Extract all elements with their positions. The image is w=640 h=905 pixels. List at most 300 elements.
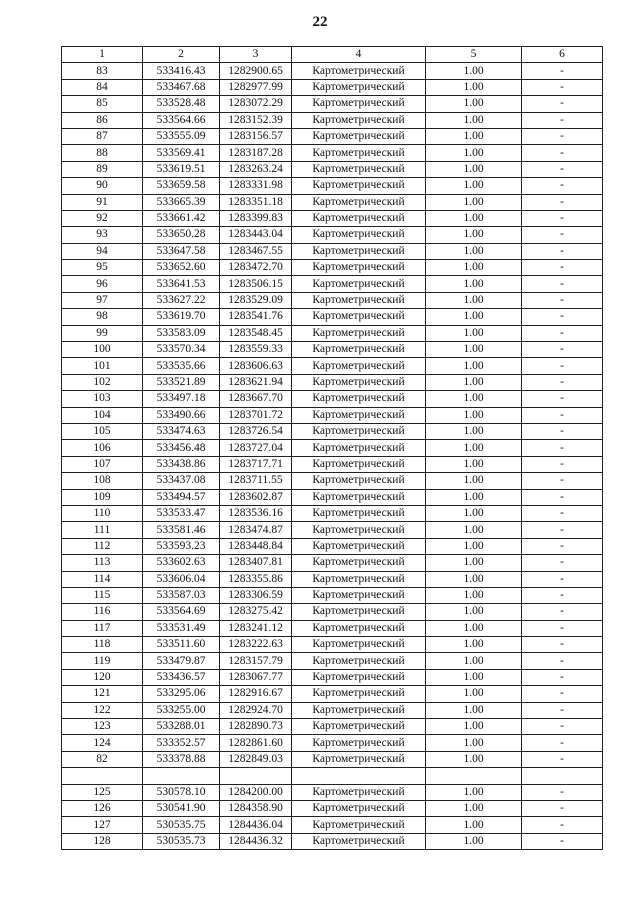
y-coordinate-cell: 1283157.79 <box>220 653 292 669</box>
table-row <box>62 505 603 521</box>
y-coordinate-cell: 1283331.98 <box>220 178 292 194</box>
table-row <box>62 751 603 767</box>
method-cell: Картометрический <box>292 669 426 685</box>
table-row <box>62 276 603 292</box>
y-coordinate-cell: 1283667.70 <box>220 391 292 407</box>
point-number-cell: 97 <box>62 292 143 308</box>
note-cell: - <box>522 571 603 587</box>
table-row <box>62 768 603 784</box>
y-coordinate-cell: 1284436.04 <box>220 817 292 833</box>
y-coordinate-cell: 1282977.99 <box>220 79 292 95</box>
note-cell: - <box>522 587 603 603</box>
y-coordinate-cell: 1283241.12 <box>220 620 292 636</box>
point-number-cell: 89 <box>62 161 143 177</box>
point-number-cell: 114 <box>62 571 143 587</box>
y-coordinate-cell: 1283474.87 <box>220 522 292 538</box>
table-row <box>62 735 603 751</box>
accuracy-cell: 1.00 <box>426 719 522 735</box>
accuracy-cell: 1.00 <box>426 96 522 112</box>
method-cell: Картометрический <box>292 571 426 587</box>
note-cell: - <box>522 161 603 177</box>
y-coordinate-cell: 1282924.70 <box>220 702 292 718</box>
note-cell: - <box>522 79 603 95</box>
table-row <box>62 194 603 210</box>
table-row <box>62 342 603 358</box>
table-row <box>62 227 603 243</box>
point-number-cell: 124 <box>62 735 143 751</box>
note-cell: - <box>522 456 603 472</box>
y-coordinate-cell: 1283701.72 <box>220 407 292 423</box>
point-number-cell: 87 <box>62 128 143 144</box>
point-number-cell: 119 <box>62 653 143 669</box>
y-coordinate-cell: 1283602.87 <box>220 489 292 505</box>
note-cell: - <box>522 145 603 161</box>
point-number-cell: 83 <box>62 63 143 79</box>
note-cell: - <box>522 637 603 653</box>
point-number-cell: 106 <box>62 440 143 456</box>
point-number-cell: 125 <box>62 784 143 800</box>
y-coordinate-cell: 1283407.81 <box>220 555 292 571</box>
method-cell: Картометрический <box>292 260 426 276</box>
x-coordinate-cell: 533641.53 <box>143 276 220 292</box>
table-row <box>62 587 603 603</box>
column-header: 2 <box>143 47 220 63</box>
y-coordinate-cell: 1283548.45 <box>220 325 292 341</box>
accuracy-cell: 1.00 <box>426 112 522 128</box>
note-cell: - <box>522 702 603 718</box>
accuracy-cell: 1.00 <box>426 669 522 685</box>
y-coordinate-cell: 1283072.29 <box>220 96 292 112</box>
accuracy-cell: 1.00 <box>426 620 522 636</box>
point-number-cell: 91 <box>62 194 143 210</box>
table-row <box>62 637 603 653</box>
note-cell: - <box>522 686 603 702</box>
accuracy-cell: 1.00 <box>426 784 522 800</box>
y-coordinate-cell: 1283067.77 <box>220 669 292 685</box>
note-cell: - <box>522 505 603 521</box>
accuracy-cell: 1.00 <box>426 751 522 767</box>
point-number-cell: 100 <box>62 342 143 358</box>
accuracy-cell: 1.00 <box>426 391 522 407</box>
method-cell: Картометрический <box>292 538 426 554</box>
method-cell: Картометрический <box>292 702 426 718</box>
accuracy-cell: 1.00 <box>426 63 522 79</box>
x-coordinate-cell: 533564.69 <box>143 604 220 620</box>
y-coordinate-cell: 1283275.42 <box>220 604 292 620</box>
y-coordinate-cell: 1283263.24 <box>220 161 292 177</box>
method-cell: Картометрический <box>292 719 426 735</box>
table-row <box>62 391 603 407</box>
point-number-cell: 122 <box>62 702 143 718</box>
table-row <box>62 128 603 144</box>
accuracy-cell: 1.00 <box>426 79 522 95</box>
table-row <box>62 243 603 259</box>
accuracy-cell <box>426 768 522 784</box>
note-cell: - <box>522 522 603 538</box>
x-coordinate-cell: 533438.86 <box>143 456 220 472</box>
method-cell: Картометрический <box>292 473 426 489</box>
method-cell: Картометрический <box>292 637 426 653</box>
x-coordinate-cell: 533570.34 <box>143 342 220 358</box>
method-cell: Картометрический <box>292 686 426 702</box>
method-cell: Картометрический <box>292 620 426 636</box>
column-header: 6 <box>522 47 603 63</box>
y-coordinate-cell: 1283541.76 <box>220 309 292 325</box>
method-cell: Картометрический <box>292 489 426 505</box>
point-number-cell: 111 <box>62 522 143 538</box>
y-coordinate-cell: 1283467.55 <box>220 243 292 259</box>
method-cell: Картометрический <box>292 817 426 833</box>
x-coordinate-cell: 533497.18 <box>143 391 220 407</box>
method-cell: Картометрический <box>292 79 426 95</box>
accuracy-cell: 1.00 <box>426 555 522 571</box>
note-cell: - <box>522 669 603 685</box>
accuracy-cell: 1.00 <box>426 243 522 259</box>
point-number-cell: 94 <box>62 243 143 259</box>
method-cell: Картометрический <box>292 325 426 341</box>
method-cell: Картометрический <box>292 735 426 751</box>
y-coordinate-cell: 1283351.18 <box>220 194 292 210</box>
table-row <box>62 374 603 390</box>
point-number-cell: 116 <box>62 604 143 620</box>
x-coordinate-cell: 533511.60 <box>143 637 220 653</box>
table-row <box>62 571 603 587</box>
method-cell: Картометрический <box>292 178 426 194</box>
x-coordinate-cell: 530541.90 <box>143 800 220 816</box>
note-cell: - <box>522 260 603 276</box>
x-coordinate-cell: 533602.63 <box>143 555 220 571</box>
accuracy-cell: 1.00 <box>426 276 522 292</box>
point-number-cell: 128 <box>62 833 143 849</box>
x-coordinate-cell: 533494.57 <box>143 489 220 505</box>
note-cell: - <box>522 620 603 636</box>
note-cell: - <box>522 325 603 341</box>
y-coordinate-cell: 1282849.03 <box>220 751 292 767</box>
y-coordinate-cell: 1283529.09 <box>220 292 292 308</box>
x-coordinate-cell: 533535.66 <box>143 358 220 374</box>
table-row <box>62 79 603 95</box>
y-coordinate-cell: 1283559.33 <box>220 342 292 358</box>
y-coordinate-cell: 1283472.70 <box>220 260 292 276</box>
table-row <box>62 63 603 79</box>
table-row <box>62 440 603 456</box>
table-row <box>62 145 603 161</box>
note-cell: - <box>522 374 603 390</box>
point-number-cell: 126 <box>62 800 143 816</box>
x-coordinate-cell: 533288.01 <box>143 719 220 735</box>
method-cell: Картометрический <box>292 210 426 226</box>
note-cell: - <box>522 342 603 358</box>
x-coordinate-cell: 533528.48 <box>143 96 220 112</box>
method-cell: Картометрический <box>292 555 426 571</box>
column-header: 5 <box>426 47 522 63</box>
accuracy-cell: 1.00 <box>426 227 522 243</box>
table-row <box>62 702 603 718</box>
y-coordinate-cell: 1283606.63 <box>220 358 292 374</box>
point-number-cell: 110 <box>62 505 143 521</box>
point-number-cell: 118 <box>62 637 143 653</box>
x-coordinate-cell: 533437.08 <box>143 473 220 489</box>
point-number-cell: 104 <box>62 407 143 423</box>
table-row <box>62 489 603 505</box>
note-cell: - <box>522 178 603 194</box>
table-row <box>62 456 603 472</box>
table-body <box>62 63 603 850</box>
method-cell: Картометрический <box>292 800 426 816</box>
point-number-cell: 86 <box>62 112 143 128</box>
column-header: 1 <box>62 47 143 63</box>
x-coordinate-cell: 533665.39 <box>143 194 220 210</box>
method-cell: Картометрический <box>292 456 426 472</box>
y-coordinate-cell: 1283443.04 <box>220 227 292 243</box>
x-coordinate-cell: 533647.58 <box>143 243 220 259</box>
x-coordinate-cell: 530578.10 <box>143 784 220 800</box>
accuracy-cell: 1.00 <box>426 456 522 472</box>
y-coordinate-cell: 1283506.15 <box>220 276 292 292</box>
point-number-cell: 112 <box>62 538 143 554</box>
accuracy-cell: 1.00 <box>426 128 522 144</box>
x-coordinate-cell: 533650.28 <box>143 227 220 243</box>
point-number-cell: 98 <box>62 309 143 325</box>
method-cell: Картометрический <box>292 63 426 79</box>
y-coordinate-cell: 1282916.67 <box>220 686 292 702</box>
accuracy-cell: 1.00 <box>426 833 522 849</box>
x-coordinate-cell: 533295.06 <box>143 686 220 702</box>
accuracy-cell: 1.00 <box>426 735 522 751</box>
x-coordinate-cell: 533619.70 <box>143 309 220 325</box>
y-coordinate-cell: 1282861.60 <box>220 735 292 751</box>
point-number-cell: 103 <box>62 391 143 407</box>
table-row <box>62 178 603 194</box>
table-row <box>62 112 603 128</box>
x-coordinate-cell: 530535.75 <box>143 817 220 833</box>
y-coordinate-cell: 1283448.84 <box>220 538 292 554</box>
y-coordinate-cell: 1283727.04 <box>220 440 292 456</box>
table-row <box>62 325 603 341</box>
y-coordinate-cell: 1284200.00 <box>220 784 292 800</box>
x-coordinate-cell: 533606.04 <box>143 571 220 587</box>
x-coordinate-cell: 533533.47 <box>143 505 220 521</box>
point-number-cell <box>62 768 143 784</box>
note-cell: - <box>522 63 603 79</box>
y-coordinate-cell: 1283399.83 <box>220 210 292 226</box>
x-coordinate-cell: 533659.58 <box>143 178 220 194</box>
x-coordinate-cell: 533564.66 <box>143 112 220 128</box>
accuracy-cell: 1.00 <box>426 178 522 194</box>
accuracy-cell: 1.00 <box>426 702 522 718</box>
note-cell: - <box>522 817 603 833</box>
note-cell: - <box>522 800 603 816</box>
y-coordinate-cell: 1283621.94 <box>220 374 292 390</box>
accuracy-cell: 1.00 <box>426 407 522 423</box>
accuracy-cell: 1.00 <box>426 145 522 161</box>
x-coordinate-cell: 533593.23 <box>143 538 220 554</box>
x-coordinate-cell: 533555.09 <box>143 128 220 144</box>
point-number-cell: 101 <box>62 358 143 374</box>
accuracy-cell: 1.00 <box>426 653 522 669</box>
point-number-cell: 109 <box>62 489 143 505</box>
table-row <box>62 309 603 325</box>
note-cell: - <box>522 96 603 112</box>
point-number-cell: 123 <box>62 719 143 735</box>
table-row <box>62 407 603 423</box>
method-cell: Картометрический <box>292 784 426 800</box>
method-cell: Картометрический <box>292 587 426 603</box>
table-row <box>62 719 603 735</box>
y-coordinate-cell: 1283536.16 <box>220 505 292 521</box>
x-coordinate-cell: 533521.89 <box>143 374 220 390</box>
accuracy-cell: 1.00 <box>426 260 522 276</box>
method-cell: Картометрический <box>292 358 426 374</box>
x-coordinate-cell: 533479.87 <box>143 653 220 669</box>
point-number-cell: 127 <box>62 817 143 833</box>
method-cell: Картометрический <box>292 145 426 161</box>
x-coordinate-cell: 533255.00 <box>143 702 220 718</box>
note-cell: - <box>522 276 603 292</box>
x-coordinate-cell: 533619.51 <box>143 161 220 177</box>
note-cell: - <box>522 112 603 128</box>
y-coordinate-cell <box>220 768 292 784</box>
method-cell: Картометрический <box>292 391 426 407</box>
method-cell: Картометрический <box>292 112 426 128</box>
table-row <box>62 653 603 669</box>
table-row <box>62 800 603 816</box>
x-coordinate-cell: 533378.88 <box>143 751 220 767</box>
note-cell: - <box>522 735 603 751</box>
point-number-cell: 121 <box>62 686 143 702</box>
method-cell: Картометрический <box>292 96 426 112</box>
coordinates-table <box>61 46 603 850</box>
point-number-cell: 120 <box>62 669 143 685</box>
method-cell: Картометрический <box>292 407 426 423</box>
note-cell: - <box>522 358 603 374</box>
point-number-cell: 88 <box>62 145 143 161</box>
table-row <box>62 423 603 439</box>
method-cell: Картометрический <box>292 276 426 292</box>
table-row <box>62 604 603 620</box>
accuracy-cell: 1.00 <box>426 571 522 587</box>
accuracy-cell: 1.00 <box>426 440 522 456</box>
y-coordinate-cell: 1283711.55 <box>220 473 292 489</box>
method-cell: Картометрический <box>292 227 426 243</box>
x-coordinate-cell: 533587.03 <box>143 587 220 603</box>
y-coordinate-cell: 1282900.65 <box>220 63 292 79</box>
accuracy-cell: 1.00 <box>426 637 522 653</box>
note-cell: - <box>522 194 603 210</box>
note-cell: - <box>522 473 603 489</box>
note-cell: - <box>522 407 603 423</box>
x-coordinate-cell: 533352.57 <box>143 735 220 751</box>
point-number-cell: 82 <box>62 751 143 767</box>
y-coordinate-cell: 1284358.90 <box>220 800 292 816</box>
x-coordinate-cell: 533416.43 <box>143 63 220 79</box>
page-number: 22 <box>312 14 328 30</box>
table-row <box>62 538 603 554</box>
note-cell: - <box>522 391 603 407</box>
note-cell: - <box>522 309 603 325</box>
y-coordinate-cell: 1283222.63 <box>220 637 292 653</box>
method-cell: Картометрический <box>292 751 426 767</box>
accuracy-cell: 1.00 <box>426 686 522 702</box>
x-coordinate-cell: 533436.57 <box>143 669 220 685</box>
accuracy-cell: 1.00 <box>426 604 522 620</box>
table-row <box>62 473 603 489</box>
point-number-cell: 96 <box>62 276 143 292</box>
note-cell: - <box>522 719 603 735</box>
point-number-cell: 105 <box>62 423 143 439</box>
accuracy-cell: 1.00 <box>426 505 522 521</box>
y-coordinate-cell: 1284436.32 <box>220 833 292 849</box>
point-number-cell: 93 <box>62 227 143 243</box>
x-coordinate-cell: 533661.42 <box>143 210 220 226</box>
accuracy-cell: 1.00 <box>426 325 522 341</box>
table-row <box>62 358 603 374</box>
table-row <box>62 555 603 571</box>
y-coordinate-cell: 1283306.59 <box>220 587 292 603</box>
table-row <box>62 669 603 685</box>
column-header: 4 <box>292 47 426 63</box>
point-number-cell: 99 <box>62 325 143 341</box>
table-header-row <box>62 47 603 63</box>
accuracy-cell: 1.00 <box>426 374 522 390</box>
note-cell: - <box>522 489 603 505</box>
accuracy-cell: 1.00 <box>426 587 522 603</box>
point-number-cell: 113 <box>62 555 143 571</box>
table-row <box>62 260 603 276</box>
method-cell: Картометрический <box>292 522 426 538</box>
note-cell: - <box>522 653 603 669</box>
x-coordinate-cell: 533627.22 <box>143 292 220 308</box>
table-row <box>62 522 603 538</box>
method-cell: Картометрический <box>292 440 426 456</box>
note-cell: - <box>522 833 603 849</box>
accuracy-cell: 1.00 <box>426 309 522 325</box>
accuracy-cell: 1.00 <box>426 473 522 489</box>
method-cell: Картометрический <box>292 342 426 358</box>
y-coordinate-cell: 1283717.71 <box>220 456 292 472</box>
accuracy-cell: 1.00 <box>426 423 522 439</box>
y-coordinate-cell: 1283152.39 <box>220 112 292 128</box>
note-cell: - <box>522 210 603 226</box>
accuracy-cell: 1.00 <box>426 194 522 210</box>
x-coordinate-cell: 533531.49 <box>143 620 220 636</box>
note-cell: - <box>522 128 603 144</box>
table-row <box>62 784 603 800</box>
method-cell: Картометрический <box>292 423 426 439</box>
accuracy-cell: 1.00 <box>426 358 522 374</box>
table-row <box>62 210 603 226</box>
accuracy-cell: 1.00 <box>426 800 522 816</box>
y-coordinate-cell: 1283156.57 <box>220 128 292 144</box>
note-cell: - <box>522 227 603 243</box>
method-cell: Картометрический <box>292 604 426 620</box>
method-cell: Картометрический <box>292 374 426 390</box>
x-coordinate-cell: 533467.68 <box>143 79 220 95</box>
note-cell: - <box>522 604 603 620</box>
accuracy-cell: 1.00 <box>426 538 522 554</box>
x-coordinate-cell: 533652.60 <box>143 260 220 276</box>
point-number-cell: 102 <box>62 374 143 390</box>
note-cell: - <box>522 538 603 554</box>
note-cell: - <box>522 440 603 456</box>
table-row <box>62 817 603 833</box>
accuracy-cell: 1.00 <box>426 292 522 308</box>
point-number-cell: 90 <box>62 178 143 194</box>
method-cell: Картометрический <box>292 833 426 849</box>
method-cell: Картометрический <box>292 128 426 144</box>
y-coordinate-cell: 1282890.73 <box>220 719 292 735</box>
method-cell: Картометрический <box>292 161 426 177</box>
